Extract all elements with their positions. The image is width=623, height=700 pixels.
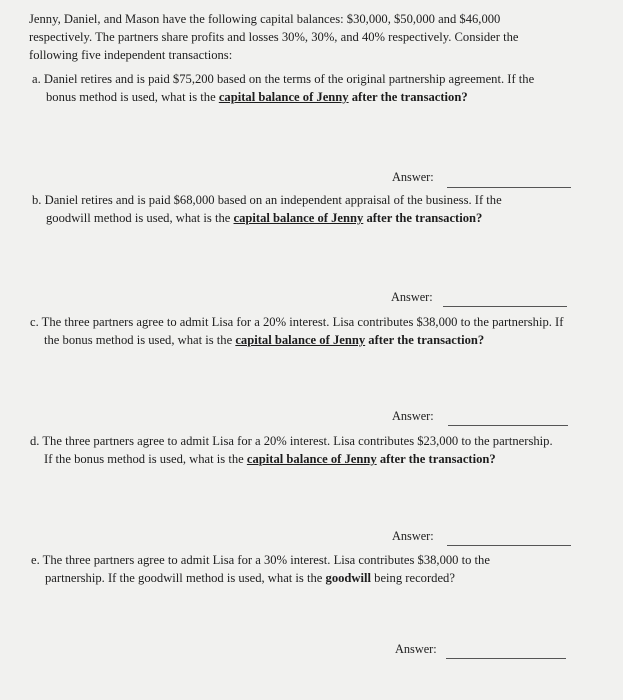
question-text-post: after the transaction? xyxy=(365,333,485,347)
question-b xyxy=(32,191,602,227)
question-text-pre: partnership. If the goodwill method is used, what is the xyxy=(45,571,326,585)
question-emphasis: goodwill xyxy=(325,571,372,585)
answer-field-e[interactable] xyxy=(446,658,566,659)
answer-label-c: Answer: xyxy=(392,409,434,423)
question-text: d. The three partners agree to admit Lisa for a 20% interest. Lisa contributes $23,000 to the partnership. xyxy=(30,434,553,448)
intro-line: Jenny, Daniel, and Mason have the following capital balances: $30,000, $50,000 and $46,000 xyxy=(29,12,501,26)
question-text-cont xyxy=(30,331,620,349)
question-text: b. Daniel retires and is paid $68,000 based on an independent appraisal of the business. If the xyxy=(32,193,502,207)
answer-field-c[interactable] xyxy=(448,425,568,426)
question-a xyxy=(32,70,602,106)
question-text-post: being recorded? xyxy=(371,571,455,585)
answer-field-a[interactable] xyxy=(447,187,571,188)
question-text: a. Daniel retires and is paid $75,200 based on the terms of the original partnership agreement. If the xyxy=(32,72,535,86)
question-c xyxy=(30,313,620,349)
question-text-cont xyxy=(31,569,611,587)
answer-field-b[interactable] xyxy=(443,306,567,307)
question-text-post: after the transaction? xyxy=(376,452,496,466)
answer-label-a: Answer: xyxy=(392,170,434,184)
question-d xyxy=(30,432,620,468)
question-emphasis: capital balance of Jenny xyxy=(235,333,366,347)
question-text-cont xyxy=(32,88,602,106)
question-text-pre: If the bonus method is used, what is the xyxy=(44,452,247,466)
intro-line: following five independent transactions: xyxy=(29,48,233,62)
intro-paragraph xyxy=(29,10,589,64)
question-text-post: after the transaction? xyxy=(348,90,468,104)
question-text-pre: bonus method is used, what is the xyxy=(46,90,219,104)
question-text-cont xyxy=(30,450,620,468)
question-text-post: after the transaction? xyxy=(363,211,483,225)
answer-label-b: Answer: xyxy=(391,290,433,304)
question-text-cont xyxy=(32,209,602,227)
answer-label-e: Answer: xyxy=(395,642,437,656)
question-emphasis: capital balance of Jenny xyxy=(218,90,349,104)
answer-label-d: Answer: xyxy=(392,529,434,543)
question-text-pre: the bonus method is used, what is the xyxy=(44,333,236,347)
question-text-pre: goodwill method is used, what is the xyxy=(46,211,234,225)
question-e xyxy=(31,551,611,587)
intro-line: respectively. The partners share profits and losses 30%, 30%, and 40% respectively. Consider the xyxy=(29,30,519,44)
question-text: c. The three partners agree to admit Lisa for a 20% interest. Lisa contributes $38,000 to the partnership. If xyxy=(30,315,564,329)
question-text: e. The three partners agree to admit Lisa for a 30% interest. Lisa contributes $38,000 to the xyxy=(31,553,490,567)
answer-field-d[interactable] xyxy=(447,545,571,546)
question-emphasis: capital balance of Jenny xyxy=(233,211,364,225)
question-emphasis: capital balance of Jenny xyxy=(246,452,377,466)
